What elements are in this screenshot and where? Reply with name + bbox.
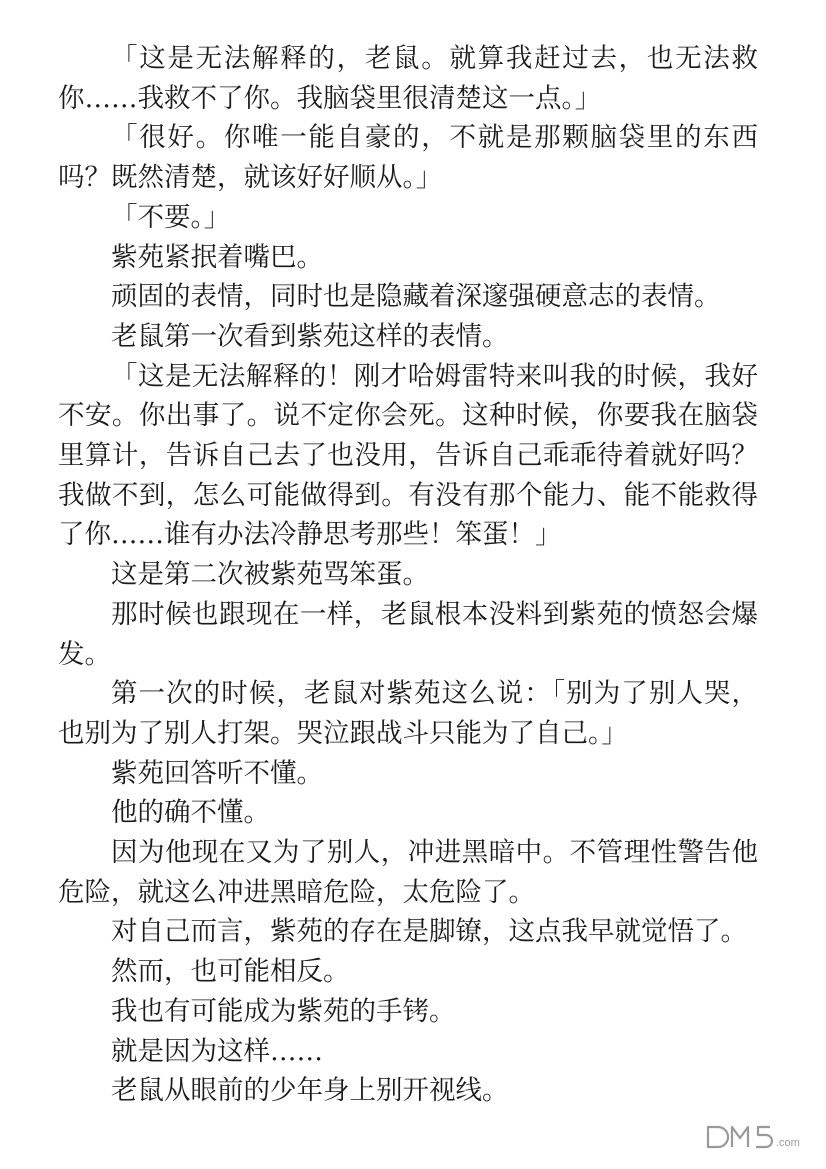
paragraph: 就是因为这样…… — [111, 1035, 323, 1067]
paragraph: 紫苑回答听不懂。 — [111, 757, 323, 789]
paragraph: 然而，也可能相反。 — [111, 956, 350, 988]
paragraph: 老鼠第一次看到紫苑这样的表情。 — [111, 320, 509, 352]
paragraph: 这是第二次被紫苑骂笨蛋。 — [111, 559, 429, 591]
watermark-suffix: .com — [776, 1137, 800, 1149]
paragraph: 他的确不懂。 — [111, 797, 270, 829]
paragraph: 第一次的时候，老鼠对紫苑这么说：「别为了别人哭，也别为了别人打架。哭泣跟战斗只能为了自己。」 — [58, 678, 758, 749]
paragraph: 我也有可能成为紫苑的手铐。 — [111, 995, 456, 1027]
paragraph: 「很好。你唯一能自豪的，不就是那颗脑袋里的东西吗？既然清楚，就该好好顺从。」 — [58, 122, 758, 194]
paragraph: 「不要。」 — [111, 201, 231, 233]
watermark-graphic — [702, 1119, 812, 1157]
site-watermark-logo — [702, 1119, 812, 1157]
paragraph: 因为他现在又为了别人，冲进黑暗中。不管理性警告他危险，就这么冲进黑暗危险，太危险了。 — [58, 837, 758, 908]
paragraph: 「这是无法解释的，老鼠。就算我赶过去，也无法救你……我救不了你。我脑袋里很清楚这一点。」 — [58, 43, 758, 114]
paragraph: 「这是无法解释的！刚才哈姆雷特来叫我的时候，我好不安。你出事了。说不定你会死。这种时候，你要我在脑袋里算计，告诉自己去了也没用，告诉自己乖乖待着就好吗？我做不到，怎么可能做得到。有没有那个能力、能不能救得了你……谁有办法冷静思考那些！笨蛋！」 — [58, 360, 758, 551]
paragraph: 顽固的表情，同时也是隐藏着深邃强硬意志的表情。 — [111, 281, 721, 313]
paragraph: 紫苑紧抿着嘴巴。 — [111, 241, 323, 273]
novel-text — [58, 39, 758, 1111]
paragraph: 那时候也跟现在一样，老鼠根本没料到紫苑的愤怒会爆发。 — [58, 598, 758, 670]
paragraph: 老鼠从眼前的少年身上别开视线。 — [111, 1075, 509, 1107]
paragraph: 对自己而言，紫苑的存在是脚镣，这点我早就觉悟了。 — [111, 916, 747, 948]
